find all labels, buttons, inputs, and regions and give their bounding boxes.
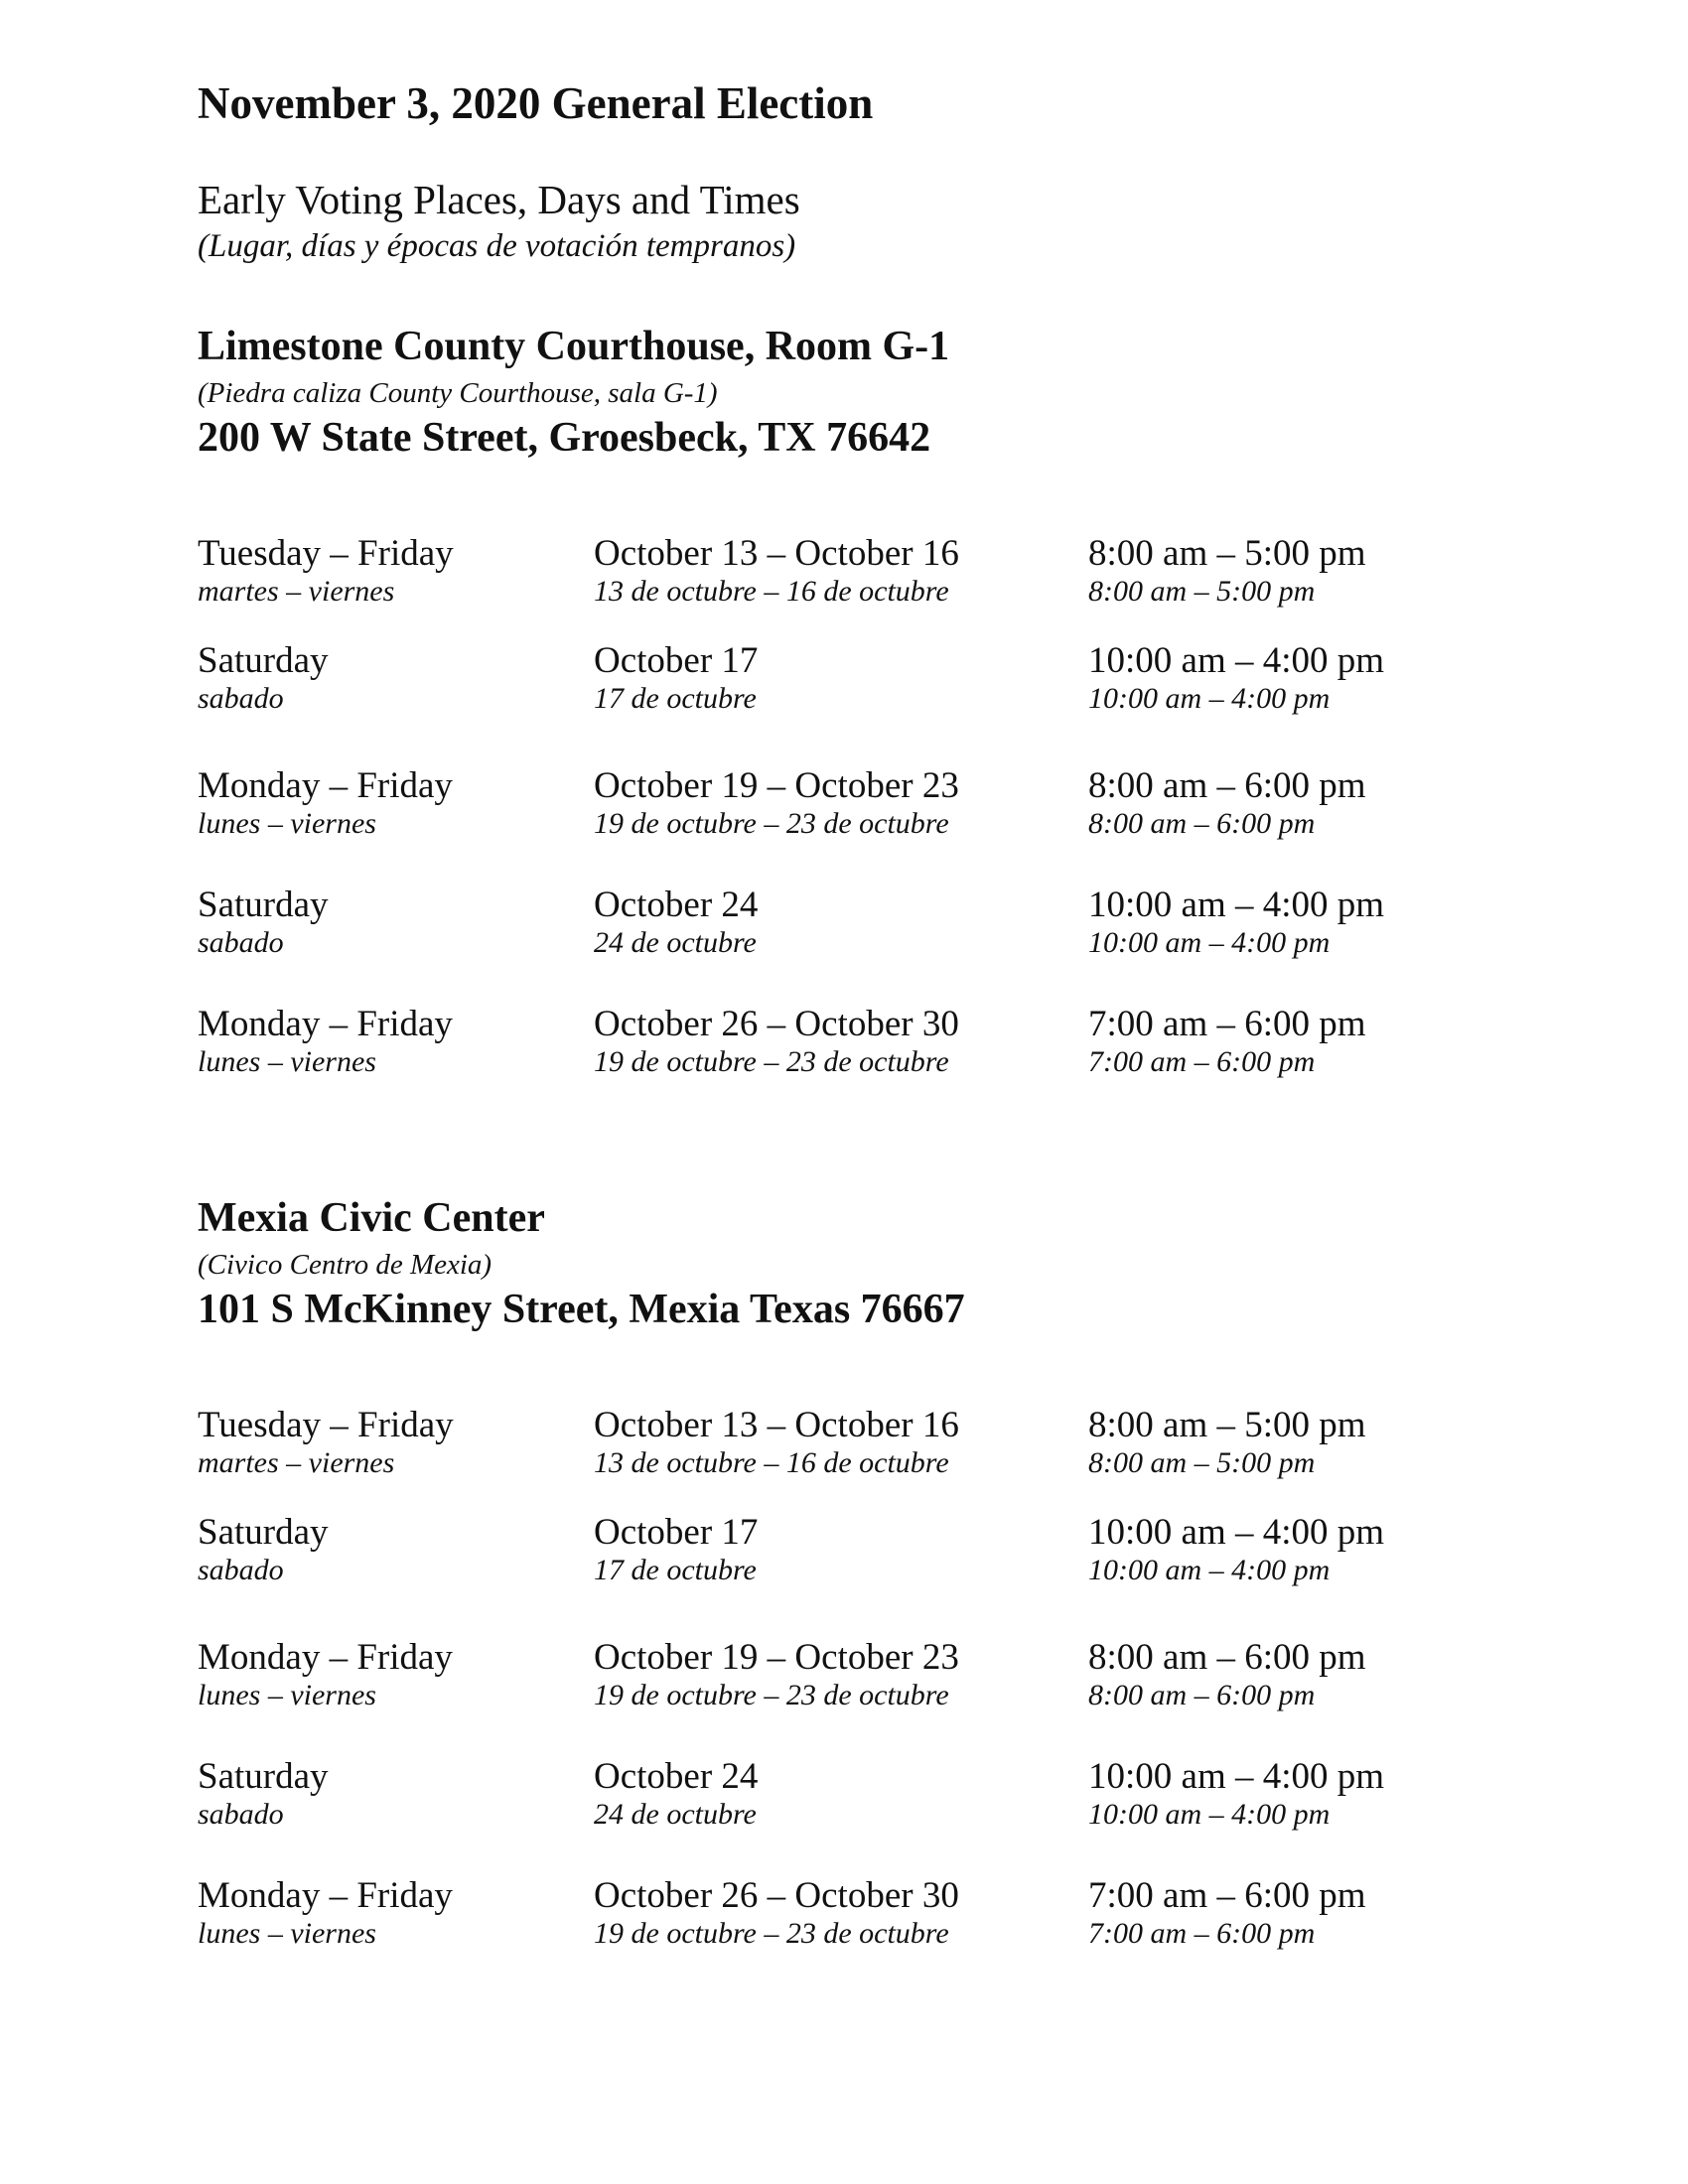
- dates-cell: [594, 1512, 758, 1587]
- location-address: 200 W State Street, Groesbeck, TX 76642: [198, 415, 931, 461]
- days-label-spanish: lunes – viernes: [198, 807, 376, 840]
- days-cell: [198, 1512, 329, 1587]
- location-section: [198, 323, 1488, 1078]
- times-label: 8:00 am – 5:00 pm: [1088, 1405, 1366, 1445]
- dates-label: October 19 – October 23: [594, 765, 959, 806]
- times-cell: [1088, 1756, 1384, 1832]
- schedule-row: [198, 765, 1488, 845]
- days-cell: [198, 533, 454, 609]
- times-cell: [1088, 1512, 1384, 1587]
- days-label-spanish: lunes – viernes: [198, 1917, 376, 1950]
- days-label: Monday – Friday: [198, 1875, 453, 1916]
- times-label-spanish: 8:00 am – 5:00 pm: [1088, 1446, 1316, 1479]
- location-section: [198, 1194, 1488, 1950]
- dates-label-spanish: 19 de octubre – 23 de octubre: [594, 807, 949, 840]
- days-label-spanish: lunes – viernes: [198, 1045, 376, 1078]
- days-label: Monday – Friday: [198, 765, 453, 806]
- times-label-spanish: 8:00 am – 6:00 pm: [1088, 807, 1316, 840]
- days-label-spanish: martes – viernes: [198, 575, 395, 608]
- days-label: Monday – Friday: [198, 1004, 453, 1044]
- times-label-spanish: 7:00 am – 6:00 pm: [1088, 1045, 1316, 1078]
- times-label-spanish: 10:00 am – 4:00 pm: [1088, 682, 1331, 715]
- dates-cell: [594, 1004, 959, 1079]
- times-label: 10:00 am – 4:00 pm: [1088, 1756, 1385, 1797]
- dates-label-spanish: 17 de octubre: [594, 682, 757, 715]
- days-label: Tuesday – Friday: [198, 533, 454, 574]
- days-label-spanish: sabado: [198, 682, 284, 715]
- dates-cell: [594, 640, 758, 716]
- document-subtitle: Early Voting Places, Days and Times: [198, 177, 800, 222]
- dates-label: October 17: [594, 640, 759, 681]
- schedule-row: [198, 1875, 1488, 1955]
- dates-cell: [594, 885, 758, 960]
- schedule-row: [198, 1405, 1488, 1484]
- days-label-spanish: lunes – viernes: [198, 1679, 376, 1711]
- days-label-spanish: sabado: [198, 1554, 284, 1586]
- schedule-row: [198, 640, 1488, 720]
- times-cell: [1088, 640, 1384, 716]
- dates-cell: [594, 1637, 959, 1712]
- days-cell: [198, 885, 329, 960]
- schedule-row: [198, 1756, 1488, 1836]
- document-title: November 3, 2020 General Election: [198, 78, 874, 128]
- schedule-row: [198, 885, 1488, 964]
- times-label-spanish: 10:00 am – 4:00 pm: [1088, 1554, 1331, 1586]
- days-cell: [198, 1004, 453, 1079]
- location-name: Limestone County Courthouse, Room G-1: [198, 324, 950, 369]
- dates-cell: [594, 1756, 758, 1832]
- dates-label-spanish: 19 de octubre – 23 de octubre: [594, 1045, 949, 1078]
- days-cell: [198, 1405, 454, 1480]
- dates-label: October 24: [594, 1756, 759, 1797]
- location-name: Mexia Civic Center: [198, 1195, 545, 1241]
- dates-label: October 26 – October 30: [594, 1004, 959, 1044]
- times-cell: [1088, 885, 1384, 960]
- days-label: Saturday: [198, 1512, 329, 1553]
- days-cell: [198, 640, 329, 716]
- dates-label-spanish: 19 de octubre – 23 de octubre: [594, 1917, 949, 1950]
- times-label-spanish: 8:00 am – 6:00 pm: [1088, 1679, 1316, 1711]
- times-cell: [1088, 1405, 1366, 1480]
- dates-label: October 24: [594, 885, 759, 925]
- times-cell: [1088, 533, 1366, 609]
- times-label: 7:00 am – 6:00 pm: [1088, 1004, 1366, 1044]
- times-cell: [1088, 1004, 1366, 1079]
- dates-label-spanish: 24 de octubre: [594, 1798, 757, 1831]
- dates-label-spanish: 13 de octubre – 16 de octubre: [594, 1446, 949, 1479]
- days-label-spanish: sabado: [198, 1798, 284, 1831]
- schedule-row: [198, 1637, 1488, 1716]
- times-label-spanish: 7:00 am – 6:00 pm: [1088, 1917, 1316, 1950]
- days-cell: [198, 1637, 453, 1712]
- days-cell: [198, 1875, 453, 1951]
- dates-cell: [594, 533, 959, 609]
- document-subtitle-spanish: (Lugar, días y épocas de votación tempranos): [198, 228, 796, 264]
- times-label: 10:00 am – 4:00 pm: [1088, 885, 1385, 925]
- location-name-spanish: (Piedra caliza County Courthouse, sala G-1): [198, 377, 718, 409]
- days-label: Tuesday – Friday: [198, 1405, 454, 1445]
- days-label: Saturday: [198, 640, 329, 681]
- times-label: 8:00 am – 5:00 pm: [1088, 533, 1366, 574]
- schedule-row: [198, 1512, 1488, 1591]
- location-address: 101 S McKinney Street, Mexia Texas 76667: [198, 1287, 965, 1332]
- schedule-row: [198, 533, 1488, 613]
- dates-label-spanish: 24 de octubre: [594, 926, 757, 959]
- dates-label-spanish: 17 de octubre: [594, 1554, 757, 1586]
- times-label-spanish: 8:00 am – 5:00 pm: [1088, 575, 1316, 608]
- dates-cell: [594, 765, 959, 841]
- times-cell: [1088, 765, 1366, 841]
- days-label: Monday – Friday: [198, 1637, 453, 1678]
- times-label-spanish: 10:00 am – 4:00 pm: [1088, 926, 1331, 959]
- days-label-spanish: sabado: [198, 926, 284, 959]
- times-cell: [1088, 1637, 1366, 1712]
- dates-label: October 13 – October 16: [594, 533, 959, 574]
- dates-cell: [594, 1875, 959, 1951]
- dates-label: October 13 – October 16: [594, 1405, 959, 1445]
- times-cell: [1088, 1875, 1366, 1951]
- days-label-spanish: martes – viernes: [198, 1446, 395, 1479]
- days-label: Saturday: [198, 885, 329, 925]
- times-label: 8:00 am – 6:00 pm: [1088, 765, 1366, 806]
- dates-label-spanish: 19 de octubre – 23 de octubre: [594, 1679, 949, 1711]
- dates-label: October 17: [594, 1512, 759, 1553]
- schedule-row: [198, 1004, 1488, 1083]
- times-label-spanish: 10:00 am – 4:00 pm: [1088, 1798, 1331, 1831]
- days-label: Saturday: [198, 1756, 329, 1797]
- times-label: 10:00 am – 4:00 pm: [1088, 640, 1385, 681]
- dates-label: October 26 – October 30: [594, 1875, 959, 1916]
- days-cell: [198, 1756, 329, 1832]
- times-label: 8:00 am – 6:00 pm: [1088, 1637, 1366, 1678]
- times-label: 7:00 am – 6:00 pm: [1088, 1875, 1366, 1916]
- location-name-spanish: (Civico Centro de Mexia): [198, 1249, 492, 1281]
- dates-label-spanish: 13 de octubre – 16 de octubre: [594, 575, 949, 608]
- times-label: 10:00 am – 4:00 pm: [1088, 1512, 1385, 1553]
- dates-cell: [594, 1405, 959, 1480]
- dates-label: October 19 – October 23: [594, 1637, 959, 1678]
- days-cell: [198, 765, 453, 841]
